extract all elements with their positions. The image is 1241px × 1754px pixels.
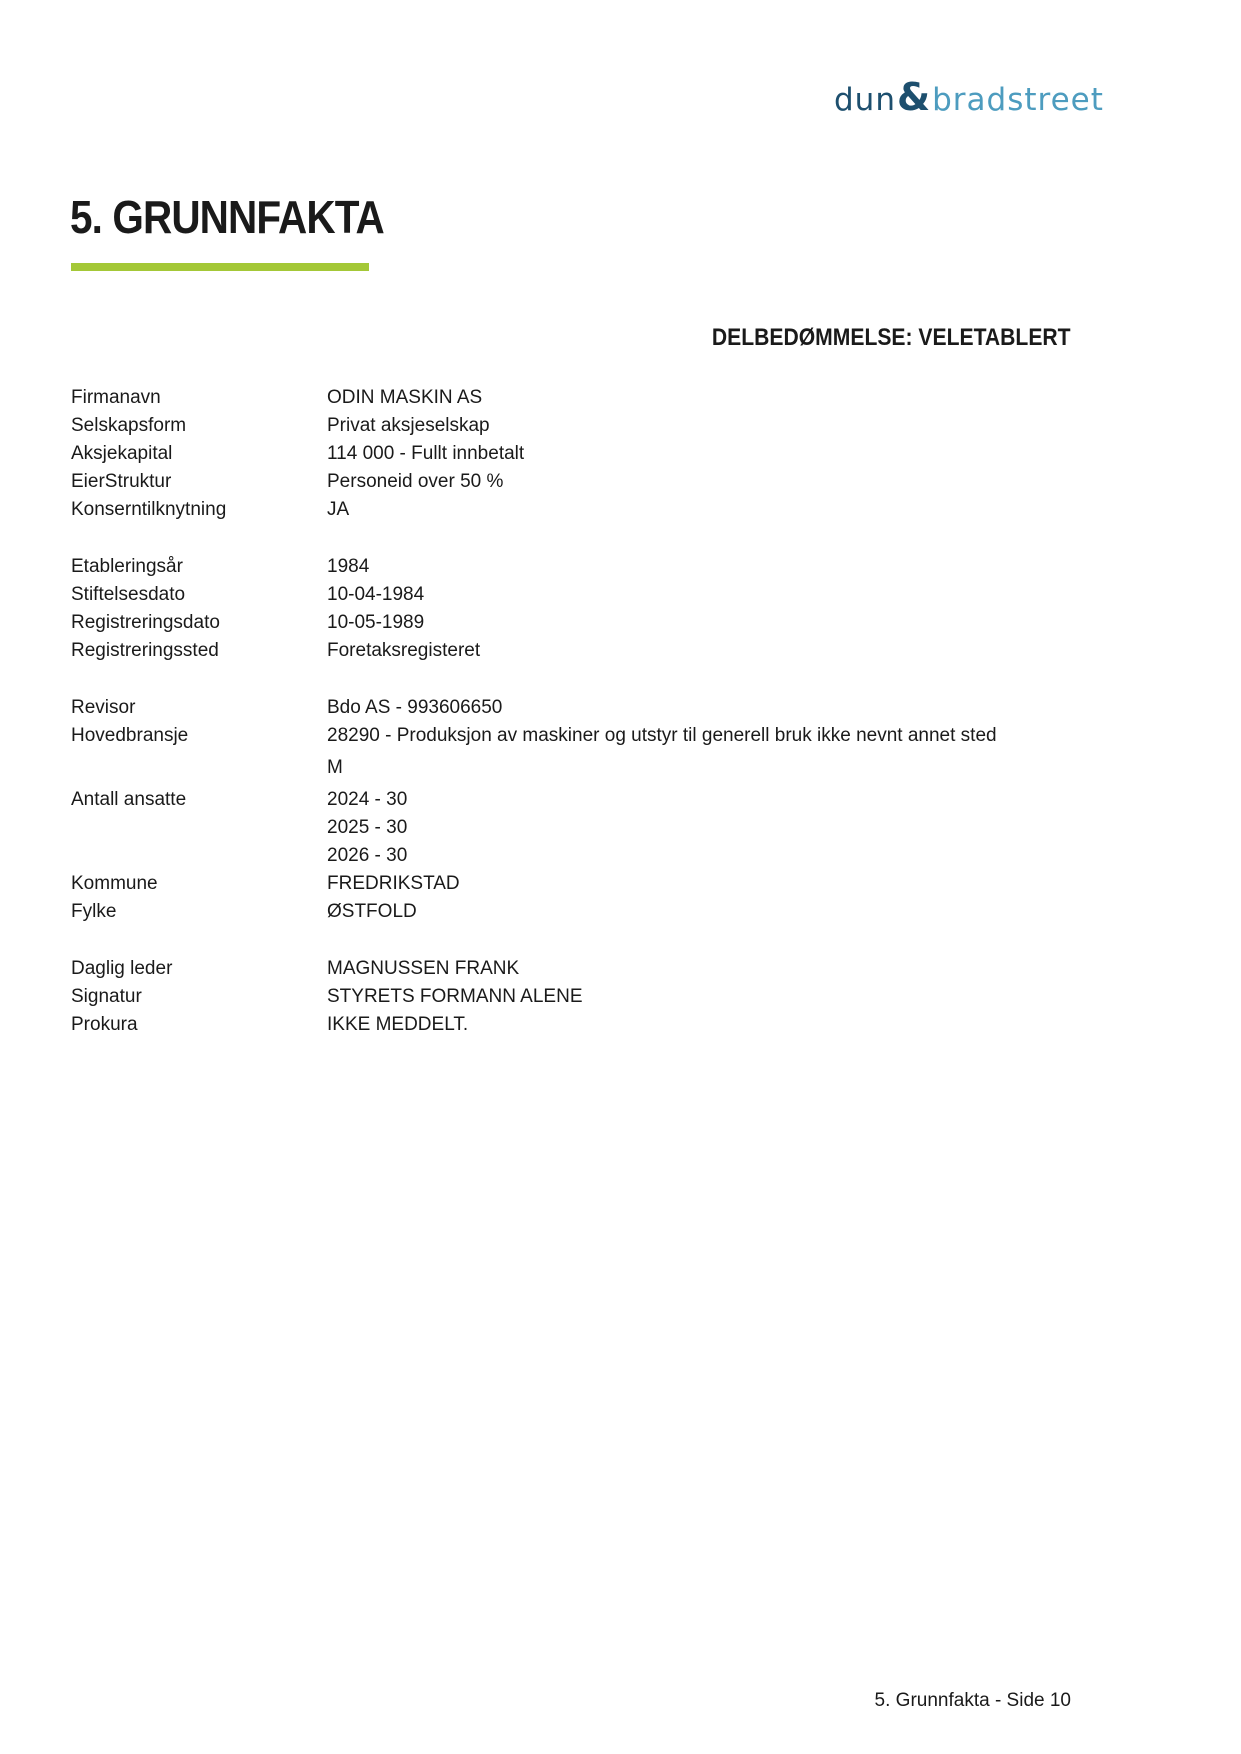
fact-label-empty (71, 754, 327, 782)
fact-row-prokura (71, 1011, 1071, 1039)
title-underline (71, 263, 369, 271)
page-title: 5. GRUNNFAKTA (70, 191, 384, 243)
fact-value: JA (327, 499, 350, 520)
fact-row-antall-ansatte-3 (71, 842, 1071, 870)
fact-value: 114 000 - Fullt innbetalt (327, 443, 525, 464)
fact-value: ODIN MASKIN AS (327, 387, 483, 408)
fact-value: 28290 - Produksjon av maskiner og utstyr til generell bruk ikke nevnt annet sted (327, 725, 997, 746)
fact-row-firmanavn (71, 384, 1071, 412)
fact-row-selskapsform (71, 412, 1071, 440)
fact-row-aksjekapital (71, 440, 1071, 468)
fact-row-hovedbransje (71, 722, 1071, 750)
fact-label: Stiftelsesdato (71, 584, 186, 605)
fact-label: Kommune (71, 873, 158, 894)
fact-row-konserntilknytning (71, 496, 1071, 524)
fact-label: Daglig leder (71, 958, 173, 979)
fact-row-antall-ansatte (71, 786, 1071, 814)
fact-label: Hovedbransje (71, 725, 189, 746)
fact-label: Etableringsår (71, 556, 183, 577)
spacer (71, 524, 1071, 553)
fact-value: MAGNUSSEN FRANK (327, 958, 520, 979)
fact-value: Personeid over 50 % (327, 471, 504, 492)
fact-row-daglig-leder (71, 955, 1071, 983)
fact-label: Fylke (71, 901, 117, 922)
fact-value: 2025 - 30 (327, 817, 408, 838)
fact-row-registreringssted (71, 637, 1071, 665)
fact-row-registreringsdato (71, 609, 1071, 637)
fact-value: Privat aksjeselskap (327, 415, 490, 436)
fact-label: Signatur (71, 986, 142, 1007)
fact-row-fylke (71, 898, 1071, 926)
fact-label: Registreringsdato (71, 612, 220, 633)
fact-row-antall-ansatte-2 (71, 814, 1071, 842)
fact-row-etableringsar (71, 553, 1071, 581)
fact-label: Konserntilknytning (71, 499, 227, 520)
fact-value: M (327, 757, 343, 778)
fact-label: Revisor (71, 697, 136, 718)
fact-label-empty (71, 842, 327, 870)
fact-value: FREDRIKSTAD (327, 873, 460, 894)
facts-table (71, 384, 1071, 1039)
fact-label: Aksjekapital (71, 443, 173, 464)
fact-value: 10-05-1989 (327, 612, 425, 633)
fact-label: EierStruktur (71, 471, 172, 492)
fact-row-kommune (71, 870, 1071, 898)
fact-value: Bdo AS - 993606650 (327, 697, 503, 718)
spacer (71, 926, 1071, 955)
fact-row-hovedbransje-code (71, 754, 1071, 782)
fact-row-revisor (71, 694, 1071, 722)
logo-text-bradstreet: bradstreet (932, 82, 1104, 118)
fact-row-stiftelsesdato (71, 581, 1071, 609)
dun-bradstreet-logo (834, 75, 1104, 119)
fact-value: 2026 - 30 (327, 845, 408, 866)
fact-label: Firmanavn (71, 387, 161, 408)
page-footer: 5. Grunnfakta - Side 10 (874, 1690, 1071, 1711)
fact-value: 10-04-1984 (327, 584, 425, 605)
fact-label: Antall ansatte (71, 789, 187, 810)
fact-value: 1984 (327, 556, 370, 577)
logo-text-dun: dun (834, 82, 896, 118)
fact-label: Prokura (71, 1014, 138, 1035)
rating-heading: DELBEDØMMELSE: VELETABLERT (712, 324, 1071, 351)
fact-value: STYRETS FORMANN ALENE (327, 986, 583, 1007)
spacer (71, 665, 1071, 694)
fact-value: Foretaksregisteret (327, 640, 481, 661)
logo-ampersand: & (896, 75, 932, 119)
fact-value: ØSTFOLD (327, 901, 417, 922)
fact-label: Selskapsform (71, 415, 187, 436)
fact-row-eierstruktur (71, 468, 1071, 496)
fact-value: IKKE MEDDELT. (327, 1014, 469, 1035)
fact-value: 2024 - 30 (327, 789, 408, 810)
fact-row-signatur (71, 983, 1071, 1011)
fact-label: Registreringssted (71, 640, 219, 661)
fact-label-empty (71, 814, 327, 842)
